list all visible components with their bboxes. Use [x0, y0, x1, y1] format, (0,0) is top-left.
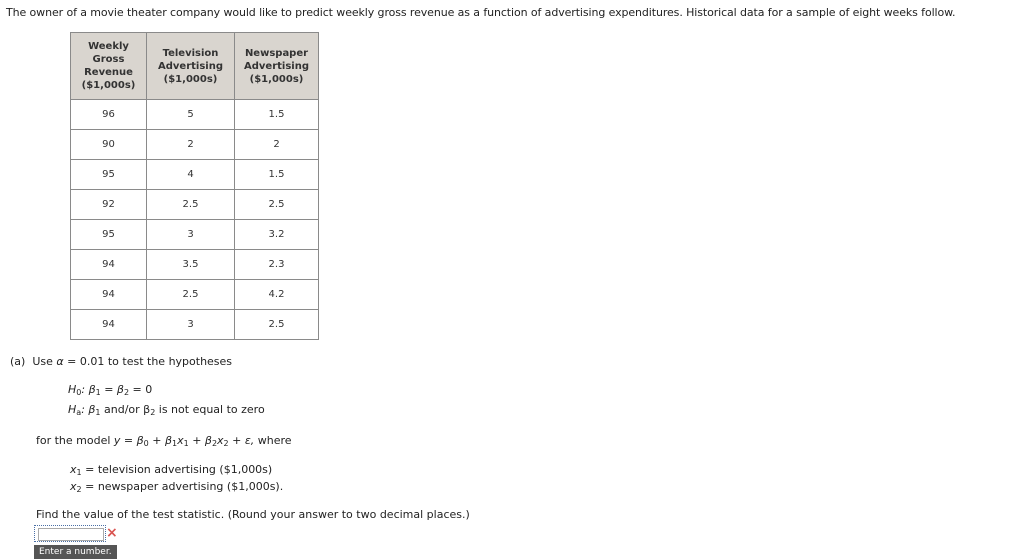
table-cell: 92 [71, 190, 147, 220]
table-cell: 4 [147, 160, 235, 190]
intro-text: The owner of a movie theater company would like to predict weekly gross revenue as a function of advertising expenditures. Historical data for a sample of eight weeks follow. [6, 6, 956, 19]
null-hypothesis [68, 383, 152, 397]
prompt-prefix: Use [32, 355, 53, 368]
beta-subscript: 1 [95, 408, 101, 417]
answer-field-wrapper [34, 525, 106, 542]
table-cell: 2.5 [235, 310, 319, 340]
x-var: x [177, 434, 184, 447]
x-subscript: 1 [76, 468, 82, 477]
table-row [71, 160, 319, 190]
incorrect-icon: × [106, 525, 118, 541]
data-table [70, 32, 319, 340]
beta-subscript: 1 [172, 439, 178, 448]
x2-text: = newspaper advertising ($1,000s). [81, 480, 284, 493]
x1-definition [70, 463, 272, 477]
beta-text: = β [100, 383, 124, 396]
table-cell: 2 [147, 130, 235, 160]
header-line: Weekly [88, 41, 129, 52]
part-label: (a) [10, 355, 26, 368]
x-var: x [217, 434, 224, 447]
beta-subscript: 2 [150, 408, 156, 417]
table-row [71, 130, 319, 160]
table-cell: 3.2 [235, 220, 319, 250]
h-subscript: a [76, 408, 82, 417]
header-line: ($1,000s) [81, 80, 136, 91]
header-line: ($1,000s) [163, 73, 218, 85]
x-subscript: 2 [223, 439, 229, 448]
y-var: y [113, 434, 121, 447]
beta-subscript: 1 [95, 388, 101, 397]
h0-end: = 0 [129, 383, 153, 396]
table-cell: 3 [147, 220, 235, 250]
table-cell: 2.5 [235, 190, 319, 220]
model-statement [36, 434, 292, 448]
table-row [71, 280, 319, 310]
ha-end: is not equal to zero [155, 403, 265, 416]
x-subscript: 1 [183, 439, 189, 448]
beta-subscript: 2 [211, 439, 218, 448]
table-row [71, 310, 319, 340]
x1-text: = television advertising ($1,000s) [81, 463, 273, 476]
header-line: Advertising [158, 60, 223, 72]
h-symbol: H [68, 403, 77, 416]
table-cell: 2 [235, 130, 319, 160]
table-cell: 94 [71, 310, 147, 340]
input-hint-tooltip: Enter a number. [34, 545, 117, 559]
table-cell: 3 [147, 310, 235, 340]
beta-text: + β [188, 434, 212, 447]
header-line: Revenue [84, 67, 133, 78]
header-line: Television [162, 47, 219, 59]
model-prefix: for the model [36, 434, 114, 447]
header-television-advertising [147, 33, 235, 100]
test-statistic-input[interactable] [38, 528, 104, 541]
h-symbol: H [68, 383, 77, 396]
beta-text: + β [148, 434, 172, 447]
table-header-row [71, 33, 319, 100]
table-cell: 96 [71, 100, 147, 130]
table-cell: 3.5 [147, 250, 235, 280]
table-row [71, 100, 319, 130]
table-row [71, 190, 319, 220]
table-cell: 95 [71, 160, 147, 190]
beta-text: = β [120, 434, 144, 447]
part-a-prompt [10, 355, 232, 368]
model-suffix: where [254, 434, 292, 447]
epsilon-text: + ε, [228, 434, 255, 447]
table-cell: 5 [147, 100, 235, 130]
x-subscript: 2 [76, 485, 82, 494]
h-subscript: 0 [76, 388, 82, 397]
header-line: ($1,000s) [249, 73, 304, 85]
table-cell: 2.5 [147, 190, 235, 220]
table-row [71, 250, 319, 280]
header-line: Gross [92, 54, 125, 65]
header-newspaper-advertising [235, 33, 319, 100]
beta-text: and/or β [100, 403, 151, 416]
beta-subscript: 2 [123, 388, 130, 397]
beta-text: : β [81, 403, 96, 416]
alternative-hypothesis [68, 403, 265, 417]
table-cell: 94 [71, 250, 147, 280]
x-var: x [70, 463, 77, 476]
question-text: Find the value of the test statistic. (Round your answer to two decimal places.) [36, 508, 470, 521]
header-line: Newspaper [244, 47, 309, 59]
table-row [71, 220, 319, 250]
prompt-suffix: = 0.01 to test the hypotheses [63, 355, 233, 368]
header-line: Advertising [244, 60, 309, 72]
table-cell: 95 [71, 220, 147, 250]
table-cell: 94 [71, 280, 147, 310]
x2-definition [70, 480, 283, 494]
table-cell: 2.5 [147, 280, 235, 310]
beta-text: : β [81, 383, 96, 396]
table-cell: 90 [71, 130, 147, 160]
alpha-symbol: α [56, 355, 64, 368]
x-var: x [70, 480, 77, 493]
table-cell: 4.2 [235, 280, 319, 310]
table-cell: 2.3 [235, 250, 319, 280]
table-cell: 1.5 [235, 100, 319, 130]
header-weekly-gross-revenue [71, 33, 147, 100]
table-cell: 1.5 [235, 160, 319, 190]
beta-subscript: 0 [143, 439, 149, 448]
